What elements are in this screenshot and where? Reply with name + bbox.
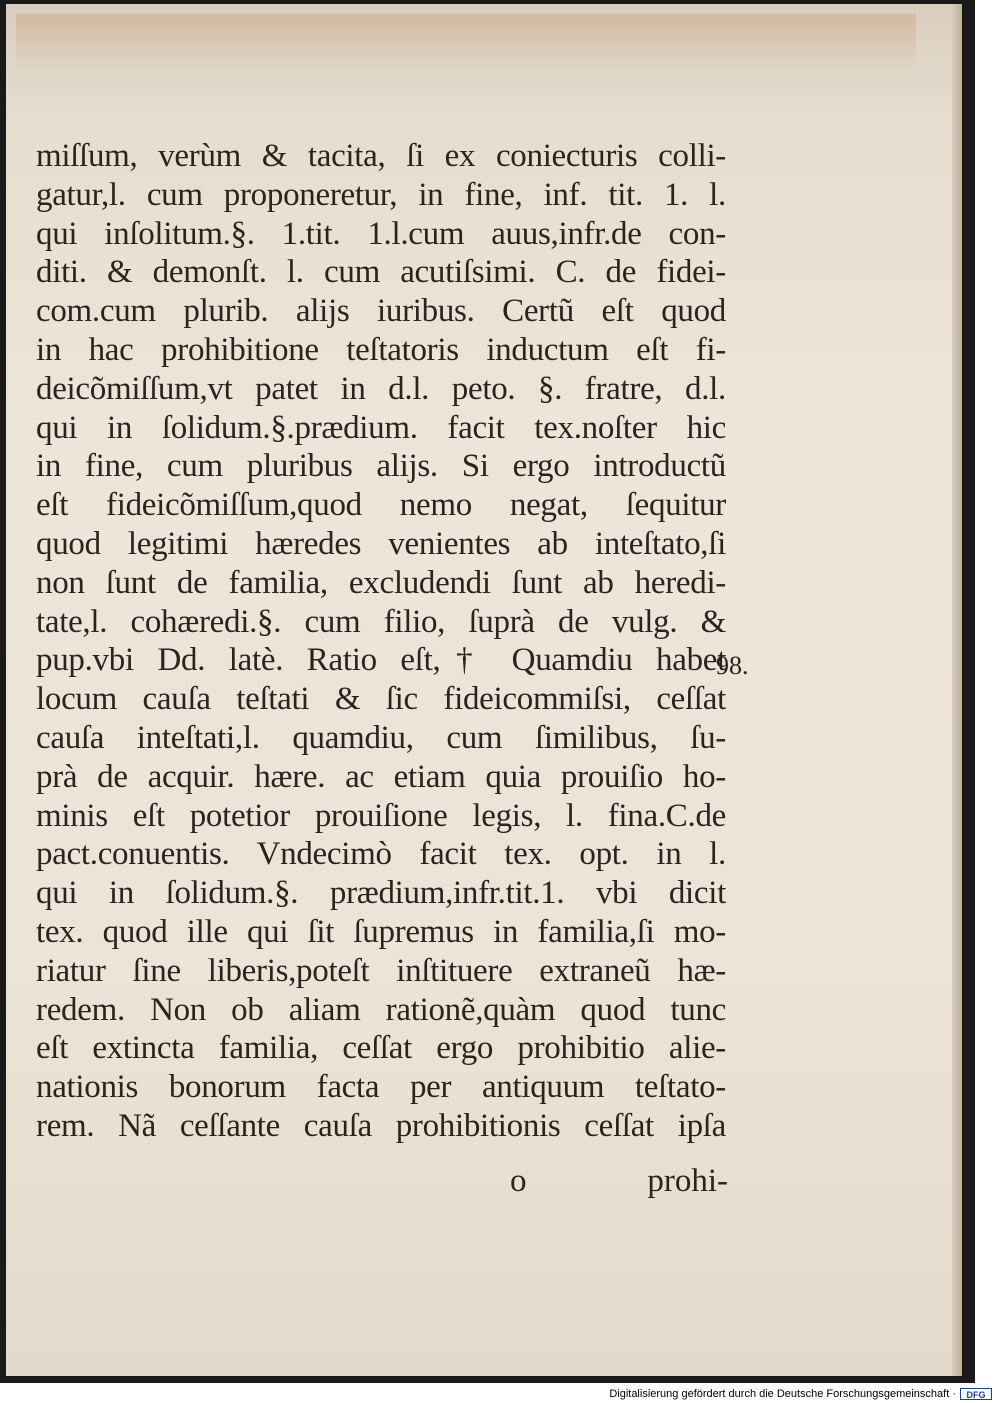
text-line: rem. Nã ceſſante cauſa prohibitionis ceſſat ipſa (36, 1107, 726, 1144)
text-line: in hac prohibitione teſtatoris inductum eſt fi- (36, 331, 726, 368)
footer-credit: Digitalisierung gefördert durch die Deutsche Forschungsgemeinschaft · (609, 1388, 956, 1400)
text-line: tex. quod ille qui ſit ſupremus in familia,ſi mo- (36, 913, 726, 950)
catchword: prohi- (647, 1163, 728, 1199)
text-line: nationis bonorum facta per antiquum teſtato- (36, 1069, 726, 1106)
text-line: in fine, cum pluribus alijs. Si ergo introductũ (36, 448, 726, 485)
text-line: diti. & demonſt. l. cum acutiſsimi. C. de fidei- (36, 254, 726, 291)
text-line: eſt fideicõmiſſum,quod nemo negat, ſequitur (36, 487, 726, 524)
margin-note: 98. (716, 651, 749, 680)
text-line: qui inſolitum.§. 1.tit. 1.l.cum auus,infr.de con- (36, 215, 726, 252)
page-stain (16, 14, 916, 74)
catch-row (36, 1163, 726, 1203)
text-line: gatur,l. cum proponeretur, in fine, inf. tit. 1. l. (36, 176, 726, 213)
text-line: tate,l. cohæredi.§. cum filio, ſuprà de vulg. & (36, 603, 726, 640)
text-line: com.cum plurib. alijs iuribus. Certũ eſt quod (36, 293, 726, 330)
text-line: non ſunt de familia, excludendi ſunt ab heredi- (36, 564, 726, 601)
text-line: cauſa inteſtati,l. quamdiu, cum ſimilibus, ſu- (36, 719, 726, 756)
text-line: miſſum, verùm & tacita, ſi ex coniecturis colli- (36, 138, 726, 174)
text-line: eſt extincta familia, ceſſat ergo prohibitio alie- (36, 1030, 726, 1067)
text-line: qui in ſolidum.§.prædium. facit tex.noſter hic (36, 409, 726, 446)
text-line: deicõmiſſum,vt patet in d.l. peto. §. fratre, d.l. (36, 370, 726, 407)
text-line: prà de acquir. hære. ac etiam quia prouiſio ho- (36, 758, 726, 795)
page-edge (952, 4, 962, 1376)
text-line: riatur ſine liberis,poteſt inſtituere extraneũ hæ- (36, 952, 726, 989)
footer (0, 1386, 1000, 1403)
text-line: pup.vbi Dd. latè. Ratio eſt,† Quamdiu habet (36, 642, 726, 679)
body-text (36, 137, 726, 1146)
signature-mark: o (510, 1163, 527, 1199)
text-line: locum cauſa teſtati & ſic fideicommiſsi, ceſſat (36, 681, 726, 718)
text-line: qui in ſolidum.§. prædium,infr.tit.1. vbi dicit (36, 875, 726, 912)
dfg-logo: DFG (960, 1388, 992, 1400)
text-line: pact.conuentis. Vndecimò facit tex. opt. in l. (36, 836, 726, 873)
text-line: minis eſt potetior prouiſione legis, l. fina.C.de (36, 797, 726, 834)
text-line: redem. Non ob aliam rationẽ,quàm quod tunc (36, 991, 726, 1028)
text-line: quod legitimi hæredes venientes ab inteſtato,ſi (36, 525, 726, 562)
